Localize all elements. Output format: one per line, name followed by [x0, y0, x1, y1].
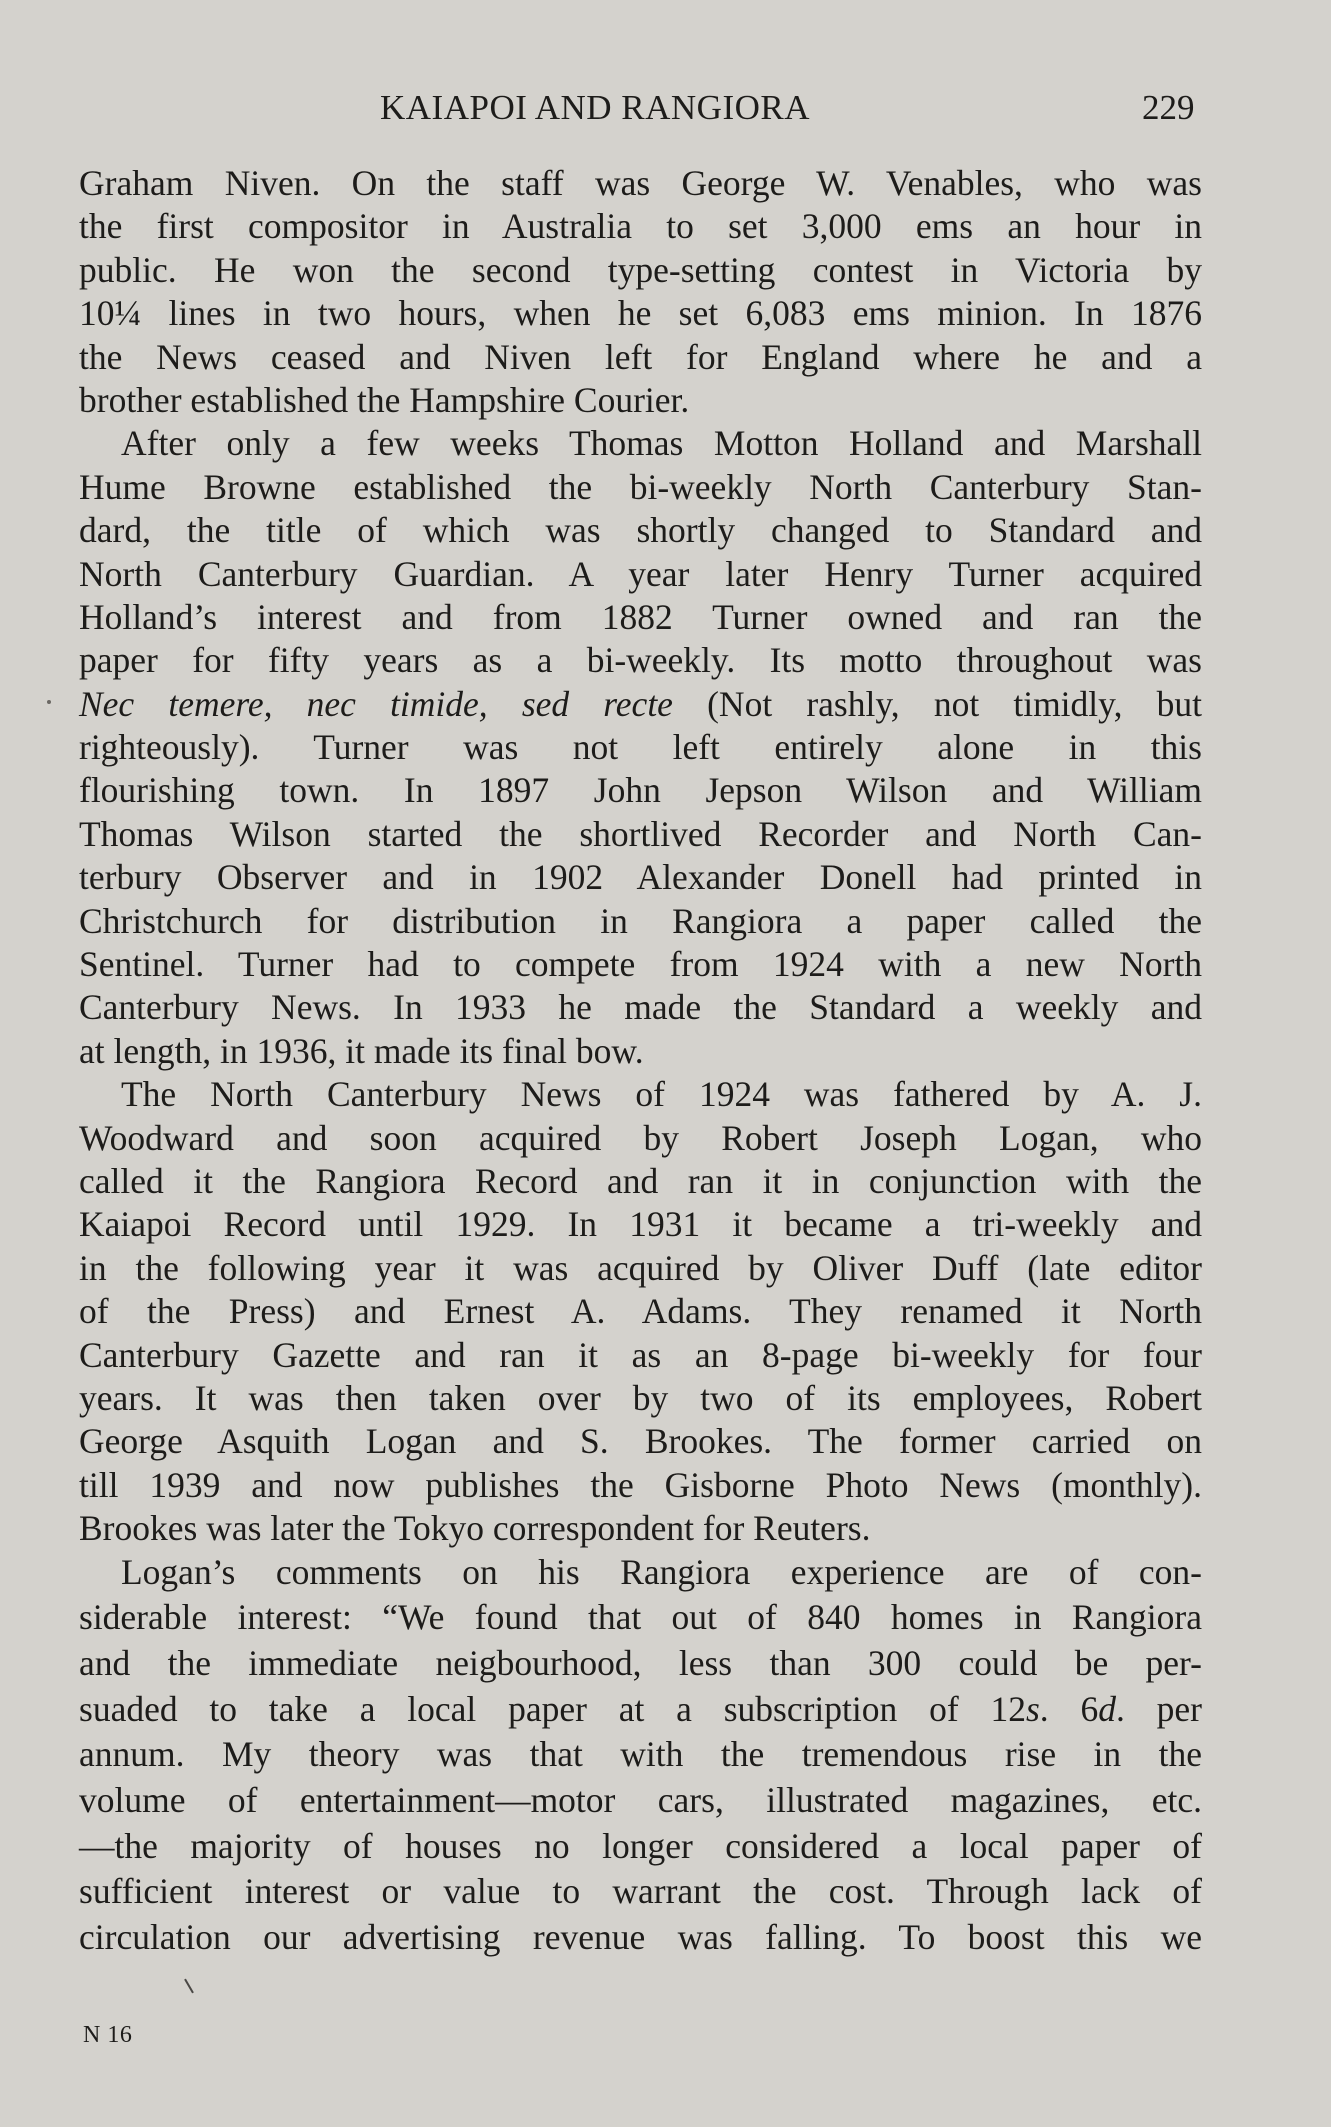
signature-mark: N 16	[83, 2022, 133, 2048]
text-line: volume of entertainment—motor cars, illustrated magazines, etc.	[79, 1779, 1202, 1820]
body-text	[79, 162, 1202, 1962]
text-line: Graham Niven. On the staff was George W. Venables, who was	[79, 163, 1202, 203]
text-line: paper for fifty years as a bi-weekly. Its motto throughout was	[79, 640, 1202, 681]
text-line: —the majority of houses no longer considered a local paper of	[79, 1825, 1202, 1866]
margin-dot-mark	[47, 700, 51, 704]
text-line: North Canterbury Guardian. A year later Henry Turner acquired	[79, 553, 1202, 594]
text-line: Christchurch for distribution in Rangiora a paper called the	[79, 900, 1202, 941]
text-line: siderable interest: “We found that out of 840 homes in Rangiora	[79, 1597, 1202, 1638]
text-line: and the immediate neigbourhood, less than 300 could be per-	[79, 1642, 1202, 1683]
text-line: brother established the Hampshire Courier.	[79, 379, 690, 420]
text-line: circulation our advertising revenue was falling. To boost this we	[79, 1917, 1202, 1957]
text-line: Holland’s interest and from 1882 Turner owned and ran the	[79, 596, 1202, 637]
text-line: Thomas Wilson started the shortlived Recorder and North Can-	[79, 813, 1202, 854]
text-line: George Asquith Logan and S. Brookes. The former carried on	[79, 1421, 1202, 1462]
paragraph	[79, 162, 1202, 422]
text-line: Woodward and soon acquired by Robert Joseph Logan, who	[79, 1117, 1202, 1158]
text-line: Logan’s comments on his Rangiora experience are of con-	[121, 1551, 1202, 1592]
text-line: of the Press) and Ernest A. Adams. They renamed it North	[79, 1291, 1202, 1332]
text-line: the News ceased and Niven left for England where he and a	[79, 336, 1202, 377]
text-line: years. It was then taken over by two of its employees, Robert	[79, 1377, 1202, 1418]
running-head: KAIAPOI AND RANGIORA	[380, 88, 810, 127]
text-line: Canterbury News. In 1933 he made the Standard a weekly and	[79, 987, 1202, 1028]
text-line: Sentinel. Turner had to compete from 1924 with a new North	[79, 944, 1202, 985]
text-line: called it the Rangiora Record and ran it in conjunction with the	[79, 1160, 1202, 1201]
text-line: Kaiapoi Record until 1929. In 1931 it became a tri-weekly and	[79, 1204, 1202, 1245]
text-line: in the following year it was acquired by Oliver Duff (late editor	[79, 1247, 1202, 1288]
text-line: terbury Observer and in 1902 Alexander Donell had printed in	[79, 857, 1202, 898]
text-line: dard, the title of which was shortly changed to Standard and	[79, 510, 1202, 551]
motto-translation: (Not rashly, not timidly, but	[707, 683, 1202, 724]
paragraph	[79, 1073, 1202, 1550]
text-line: Canterbury Gazette and ran it as an 8-page bi-weekly for four	[79, 1334, 1202, 1375]
latin-motto: Nec temere, nec timide, sed recte	[79, 683, 673, 724]
text-line: The North Canterbury News of 1924 was fathered by A. J.	[121, 1074, 1202, 1115]
text-line: public. He won the second type-setting contest in Victoria by	[79, 249, 1202, 290]
text-line: righteously). Turner was not left entirely alone in this	[79, 727, 1202, 768]
text-line-subscription: suaded to take a local paper at a subscription of 12s. 6d. per	[79, 1688, 1202, 1729]
text-line: flourishing town. In 1897 John Jepson Wilson and William	[79, 770, 1202, 811]
text-line: After only a few weeks Thomas Motton Holland and Marshall	[121, 423, 1202, 464]
text-line: at length, in 1936, it made its final bow.	[79, 1030, 644, 1071]
text-line-italic-motto	[79, 683, 1202, 726]
text-line: 10¼ lines in two hours, when he set 6,083 ems minion. In 1876	[79, 293, 1202, 334]
text-line: sufficient interest or value to warrant the cost. Through lack of	[79, 1871, 1202, 1912]
text-line: annum. My theory was that with the tremendous rise in the	[79, 1734, 1202, 1775]
text-line: the first compositor in Australia to set 3,000 ems an hour in	[79, 206, 1202, 247]
text-line: Brookes was later the Tokyo correspondent for Reuters.	[79, 1508, 871, 1549]
paragraph	[79, 422, 1202, 1073]
text-line: till 1939 and now publishes the Gisborne Photo News (monthly).	[79, 1464, 1202, 1505]
page-number: 229	[1142, 88, 1195, 127]
text-line: Hume Browne established the bi-weekly North Canterbury Stan-	[79, 466, 1202, 507]
stray-pencil-mark	[184, 1979, 194, 1994]
paragraph	[79, 1551, 1202, 1962]
